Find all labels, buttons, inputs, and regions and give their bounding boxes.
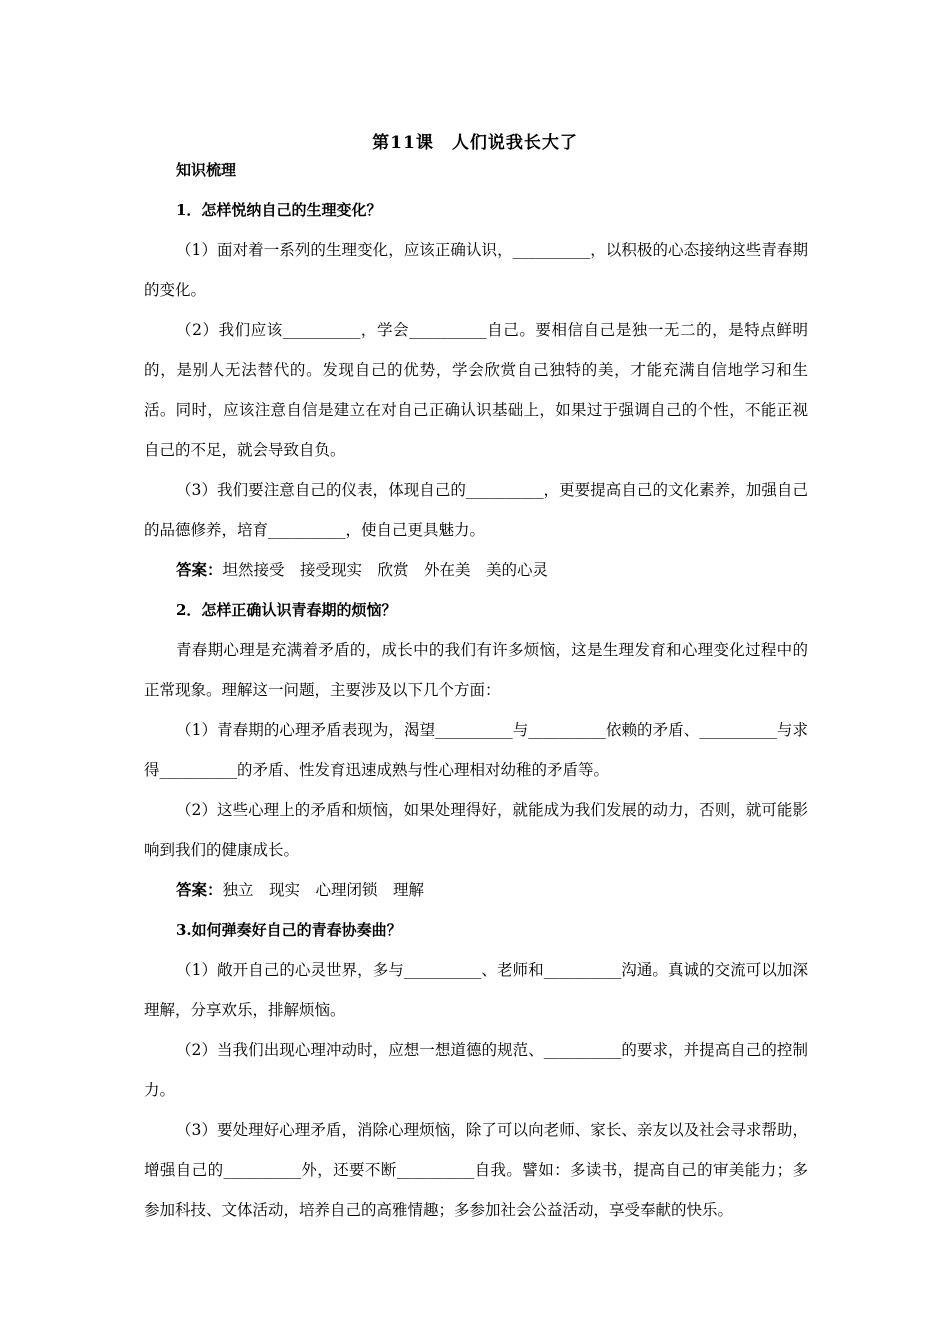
question-2-intro: 青春期心理是充满着矛盾的，成长中的我们有许多烦恼，这是生理发育和心理变化过程中的正常现象。理解这一问题，主要涉及以下几个方面： — [144, 641, 808, 699]
question-2-paragraph-2: （2）这些心理上的矛盾和烦恼，如果处理得好，就能成为我们发展的动力，否则，就可能影响到我们的健康成长。 — [144, 801, 808, 859]
answer-text: 独立 现实 心理闭锁 理解 — [222, 881, 425, 899]
document-body — [144, 150, 808, 1230]
question-3-paragraph-2: （2）当我们出现心理冲动时，应想一想道德的规范、__________的要求，并提高自己的控制力。 — [144, 1041, 808, 1099]
answer-label: 答案： — [176, 880, 223, 899]
question-2-heading: 2．怎样正确认识青春期的烦恼？ — [176, 601, 397, 619]
question-1-answer — [144, 550, 808, 590]
answer-label: 答案： — [176, 560, 223, 579]
question-2-paragraph-1: （1）青春期的心理矛盾表现为，渴望__________与__________依赖的矛盾、__________与求得__________的矛盾、性发育迅速成熟与性心理相对幼稚的矛盾等。 — [144, 721, 808, 779]
answer-text: 坦然接受 接受现实 欣赏 外在美 美的心灵 — [222, 561, 549, 579]
question-2-answer — [144, 870, 808, 910]
question-1-paragraph-3: （3）我们要注意自己的仪表，体现自己的__________，更要提高自己的文化素养，加强自己的品德修养，培育__________，使自己更具魅力。 — [144, 481, 808, 539]
question-3-paragraph-3: （3）要处理好心理矛盾，消除心理烦恼，除了可以向老师、家长、亲友以及社会寻求帮助，增强自己的__________外，还要不断__________自我。譬如：多读书，提高自己的审美能力；多参加科技、文体活动，培养自己的高雅情趣；多参加社会公益活动，享受奉献的快乐。 — [144, 1121, 808, 1219]
section-heading: 知识梳理 — [176, 161, 237, 179]
page-title: 第11课 人们说我长大了 — [372, 133, 578, 153]
question-3-heading: 3.如何弹奏好自己的青春协奏曲？ — [176, 921, 402, 939]
question-1-heading: 1．怎样悦纳自己的生理变化？ — [176, 201, 382, 219]
question-1-paragraph-2: （2）我们应该__________，学会__________自己。要相信自己是独一无二的，是特点鲜明的，是别人无法替代的。发现自己的优势，学会欣赏自己独特的美，才能充满自信地学习和生活。同时，应该注意自信是建立在对自己正确认识基础上，如果过于强调自己的个性，不能正视自己的不足，就会导致自负。 — [144, 321, 808, 459]
question-3-paragraph-1: （1）敞开自己的心灵世界，多与__________、老师和__________沟通。真诚的交流可以加深理解，分享欢乐，排解烦恼。 — [144, 961, 808, 1019]
question-1-paragraph-1: （1）面对着一系列的生理变化，应该正确认识，__________，以积极的心态接纳这些青春期的变化。 — [144, 241, 808, 299]
